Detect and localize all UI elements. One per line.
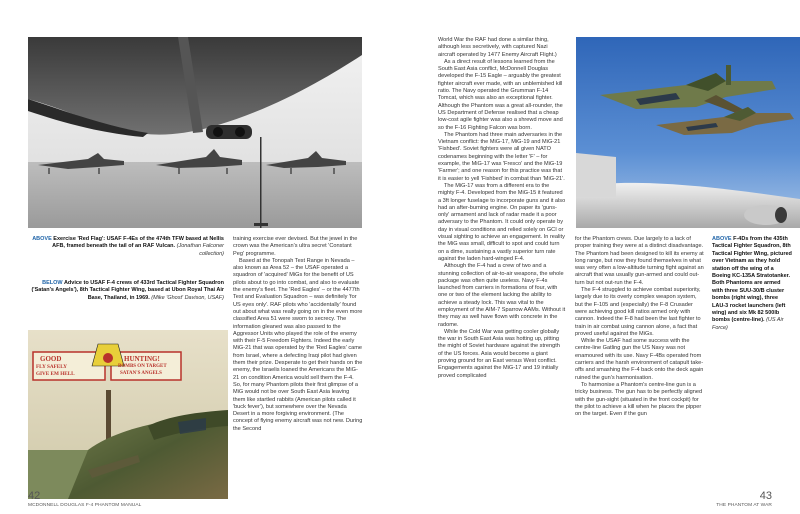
paragraph: for the Phantom crews. Due largely to a lack of proper training they were at a distinct disadvantage. The Phantom had been designed to kill its enemy at long range, but now they found themselves in what was very often a low-altitude turning fight against an aircraft that was usually gun-armed and could out-turn but not out-run the F-4. <box>575 236 704 286</box>
caption-text: F-4Ds from the 435th Tactical Fighter Squadron, 8th Tactical Fighter Wing, pictured over Vietnam as they hold station off the wing of a Boeing KC-135A Stratotanker. Both Phantoms are armed with three SUU-30/B cluster bombs (right wing), three LAU-3 rocket launchers (left wing) and six Mk 82 500lb bombs (centre-line). <box>712 236 792 324</box>
page-number-right: 43 <box>759 490 772 502</box>
sign-right-line2: BOMBS ON TARGET <box>118 364 167 369</box>
paragraph: The MiG-17 was from a different era to the mighty F-4. Developed from the MiG-15 it featured a 3ft longer fuselage to incorporate guns and it also had an after-burning engine. On paper its 'guns-only' armament and lack of radar made it a poor adversary to the Phantom. It could only operate by day in visual conditions and relied solely on GCI or visual sighting to achieve an engagement. In reality the MiG was small, difficult to spot and could turn on a dime, sustaining a vastly superior turn rate against the laden hard-winged F-4. <box>438 182 566 262</box>
caption-below-left <box>28 280 224 302</box>
caption-credit: (Jonathan Falconer collection) <box>176 243 224 257</box>
paragraph: The Phantom had three main adversaries in the Vietnam conflict: the MiG-17, MiG-19 and MiG-21 'Fishbed'. Soviet fighters were all given NATO codenames beginning with the letter 'F' – for example, the MiG-17 was 'Fresco' and the MiG-19 'Farmer'; and one reason for this practice was that it is easier to yell 'Fishbed' in combat than 'MiG-21'. <box>438 131 565 182</box>
running-head-right: THE PHANTOM AT WAR <box>716 503 772 508</box>
caption-credit: (Mike 'Ghost' Davison, USAF) <box>151 294 224 301</box>
caption-above-left <box>28 236 224 258</box>
caption-tag: ABOVE <box>712 236 734 242</box>
running-head-left: MCDONNELL DOUGLAS F-4 PHANTOM MANUAL <box>28 503 142 508</box>
vulcan-flightline-photo <box>28 37 362 228</box>
caption-tag: ABOVE <box>32 236 54 242</box>
caption-text: Advice to USAF F-4 crews of 433rd Tactical Fighter Squadron ('Satan's Angels'), 8th Tactical Fighter Wing, based at Ubon Royal Thai Air Base, Thailand, in 1969. <box>31 280 224 301</box>
caption-tag: BELOW <box>42 280 64 286</box>
sign-left-line2: FLY SAFELY <box>36 364 67 370</box>
f4d-formation-photo <box>576 37 800 228</box>
paragraph: Based at the Tonopah Test Range in Nevada – also known as Area 52 – the USAF operated a squadron of 'acquired' MiGs for the benefit of US pilots about to go into combat, and also to evaluate the enemy's fleet. The 'Red Eagles' – or the 4477th Test and Evaluation Squadron – was definitely 'for US eyes only'. RAF pilots who 'accidentally' found out about what was really going on in the even more classified Area 51 were sworn to secrecy. The information gleaned was also passed to the Aggressor Units who played the role of the enemy with their F-5 Freedom Fighters. Indeed the early MiG-21 that was operated by the 'Red Eagles' came from Israel, where a defecting Iraqi pilot had given them their prize. Desperate to get their hands on the enemy, the Israelis loaned the Americans the MiG-21 on condition America would sell them the F-4. So, for many Phantom pilots their first glimpse of a MiG would not be over South East Asia leaving them like startled rabbits (American pilots called it 'buck fever'), but somewhere over the Nevada Desert in a more forgiving environment. (The concept of flying enemy aircraft was not new. During the Second <box>233 257 363 432</box>
right-text-column-1 <box>438 37 566 499</box>
paragraph: The F-4 struggled to achieve combat superiority, largely due to its overly complex weapon system, but the F-105 and (especially) the F-8 Crusader were achieving good kill ratios armed only with cannon. Indeed the F-8 had been the last fighter to train in air combat using cannon alone, a fact that proved useful against the MiGs. <box>575 287 701 337</box>
satans-angels-sign-photo <box>28 330 228 499</box>
left-text-column <box>233 236 363 496</box>
sign-left-line1: GOOD <box>40 355 62 363</box>
sign-left-line3: GIVE EM HELL <box>36 371 75 377</box>
paragraph: As a direct result of lessons learned from the South East Asia conflict, McDonnell Douglas developed the F-15 Eagle – arguably the greatest fighter aircraft ever made, with an unblemished kill ratio. The Navy operated the Grumman F-14 Tomcat, which was also an exceptional fighter. Although the Phantom was a great all-rounder, the US Department of Defense realised that a cheap low-cost agile fighter was also a shrewd move and so the F-16 Fighting Falcon was born. <box>438 58 563 131</box>
paragraph: training exercise ever devised. But the jewel in the crown was the American's ultra secret 'Constant Peg' programme. <box>233 236 358 257</box>
paragraph: To harmonise a Phantom's centre-line gun is a tricky business. The gun has to be perfectly aligned with the gun-sight (situated in the front cockpit) for the pilot to achieve a kill when he places the pipper on the target. Even if the gun <box>575 381 703 418</box>
caption-above-right <box>712 236 792 332</box>
caption-text: Exercise 'Red Flag': USAF F-4Es of the 474th TFW based at Nellis AFB, framed beneath the tail of an RAF Vulcan. <box>52 236 224 250</box>
caption-credit: (US Air Force) <box>712 317 784 331</box>
right-text-column-2 <box>575 236 705 498</box>
paragraph: While the Cold War was getting cooler globally the war in South East Asia was hotting up, pitting the might of Soviet hardware against the strength of the US forces. Asia would become a giant proving ground for an East versus West conflict. Engagements against the MiG-17 and 19 initially proved complicated <box>438 328 560 379</box>
sign-right-line1: HUNTING! <box>124 355 160 363</box>
paragraph: Although the F-4 had a crew of two and a stunning collection of air-to-air weapons, the whole package was often quite useless. Navy F-4s launched from carriers in formations of four, with one or two of the element lacking the ability to achieve a steady lock. This was vital to the employment of the AIM-7 Sparrow AAMs. Without it they may as well have flown with concrete in the radome. <box>438 263 566 328</box>
sign-right-line3: SATAN'S ANGELS <box>120 371 162 376</box>
page-number-left: 42 <box>28 490 41 502</box>
paragraph: World War the RAF had done a similar thing, although less secretively, with captured Nazi aircraft operated by 1477 Enemy Aircraft Flight.) <box>438 37 557 58</box>
paragraph: While the USAF had some success with the centre-line Gatling gun the US Navy was not enamoured with its use. Navy F-4Bs operated from carriers and the harsh environment of catapult take-offs and smashing the F-4 back onto the deck again ruined the gun's harmonisation. <box>575 338 704 381</box>
